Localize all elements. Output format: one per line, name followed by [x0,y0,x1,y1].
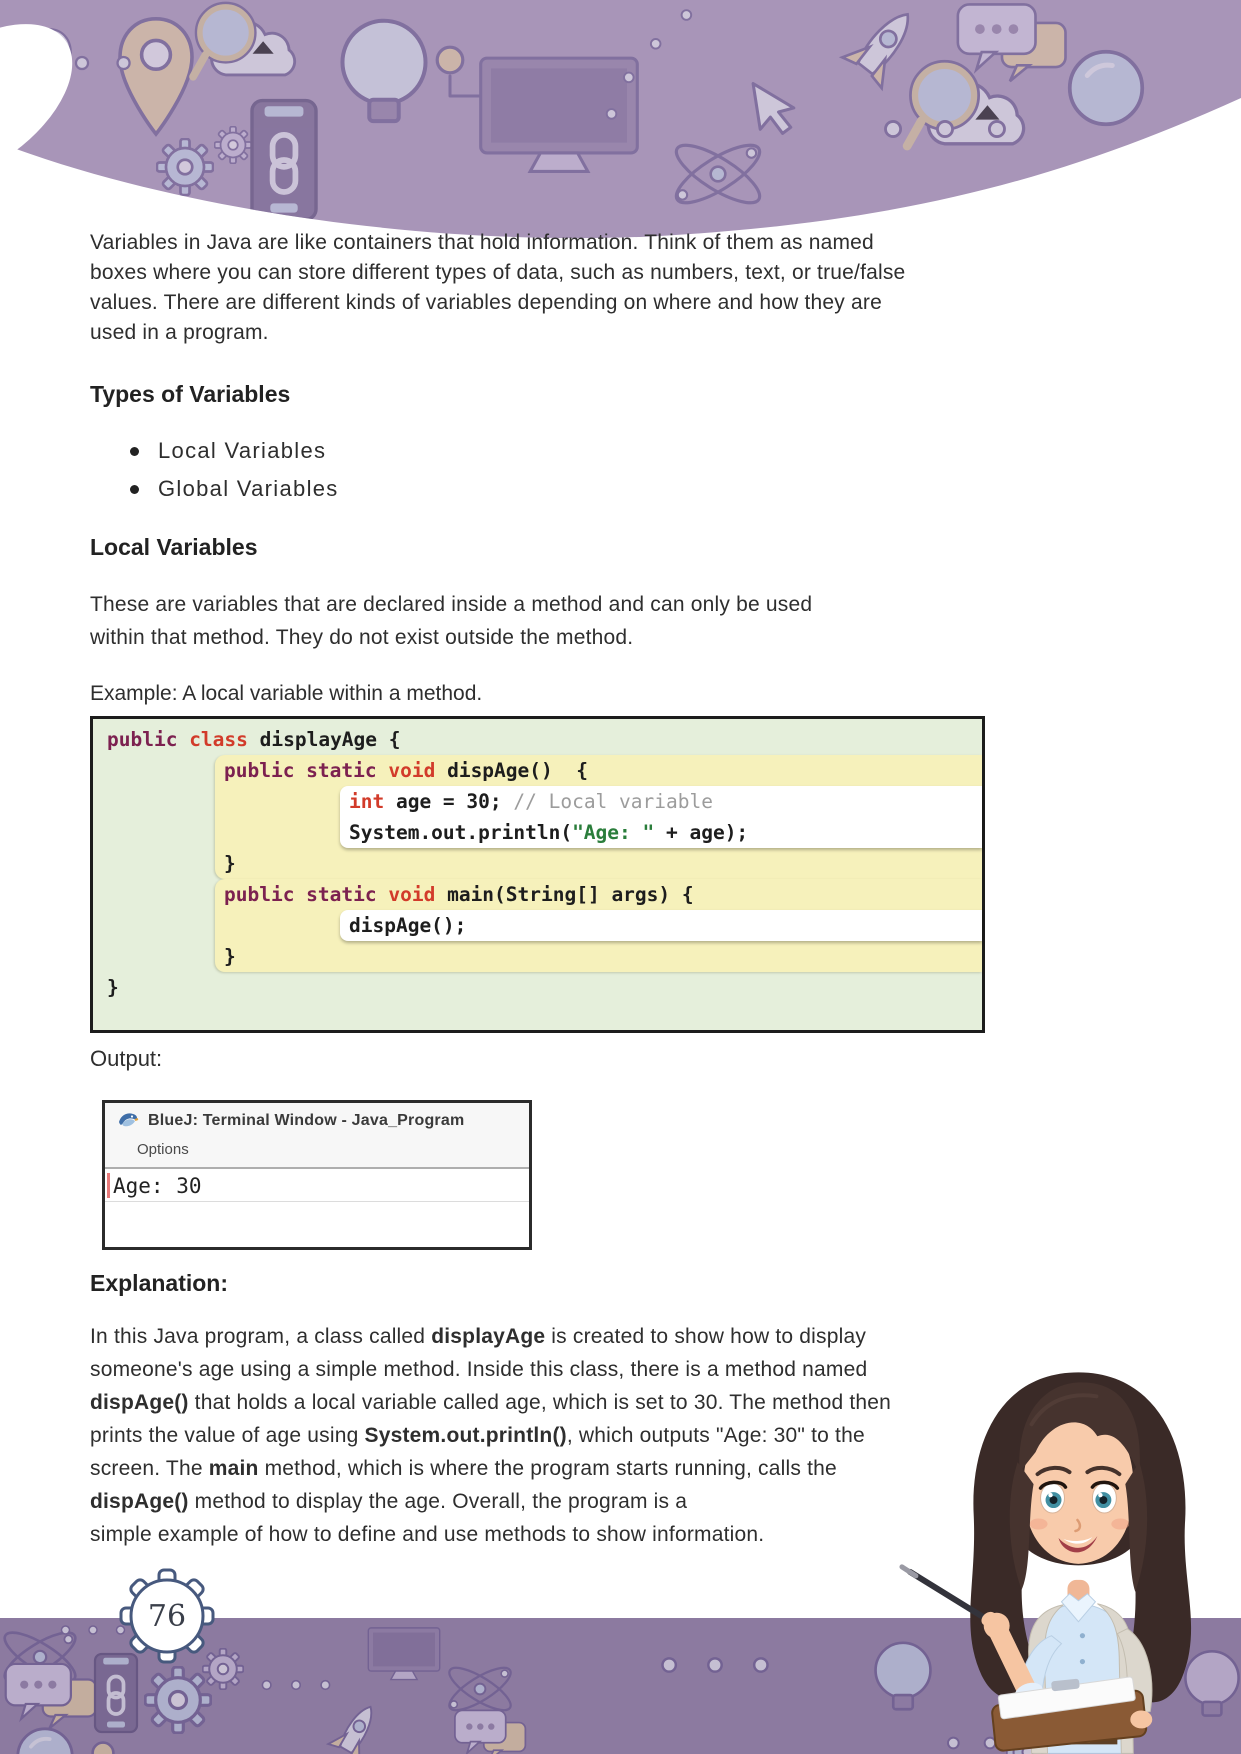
gear-icon [145,1667,211,1733]
circled-cross-icon [437,47,463,73]
node-connector-icon [865,121,1026,136]
code-line: } [107,976,119,999]
page-number: 76 [147,1599,187,1634]
code-scope [340,910,982,941]
variable-types-list [122,436,339,512]
list-item-global: Global Variables [122,474,339,504]
node-connector-icon [644,1658,786,1671]
types-heading: Types of Variables [90,381,291,407]
terminal-window [102,1100,532,1250]
code-line: public static void main(String[] args) { [224,883,694,906]
code-line: int age = 30; // Local variable [349,790,713,813]
terminal-header [105,1103,529,1169]
terminal-output: Age: 30 [105,1169,529,1202]
code-editor [90,716,985,1033]
terminal-title: BlueJ: Terminal Window - Java_Program [148,1112,465,1129]
page-number-badge [119,1568,215,1664]
code-line: public static void dispAge() { [224,759,588,782]
explanation-heading: Explanation: [90,1270,229,1296]
intro-paragraph: Variables in Java are like containers that hold information. Think of them as named boxes where you can store different types of data, such as numbers, text, or true/false values. There are different kinds of variables depending on where and how they are used in a program. [90,231,906,344]
explanation-paragraph: In this Java program, a class called displayAge is created to show how to display someone's age using a simple method. Inside this class, there is a method named dispAge() that holds a local variable called age, which is set to 30. The method then prints the value of age using System.out.println(), which outputs "Age: 30" to the screen. The main method, which is where the program starts running, calls the dispAge() method to display the age. Overall, the program is a simple example of how to define and use methods to show information. [90,1325,892,1546]
local-variables-paragraph: These are variables that are declared inside a method and can only be used within that method. They do not exist outside the method. [90,593,813,649]
code-line: } [224,852,236,875]
list-item-local: Local Variables [122,436,339,466]
example-caption: Example: A local variable within a method. [90,682,483,705]
balloon-icon [1070,52,1143,125]
smartphone-link-icon [252,101,316,220]
teacher-character-illustration [882,1284,1241,1754]
circled-cross-icon [93,1743,114,1754]
local-variables-heading: Local Variables [90,534,258,560]
code-line: public class displayAge { [107,728,401,751]
node-connector-icon [251,1681,342,1690]
code-line: dispAge(); [349,914,467,937]
gear-icon [157,139,213,195]
bluej-icon [117,1111,139,1131]
code-line: } [224,945,236,968]
options-menu-item[interactable]: Options [105,1133,529,1169]
smartphone-link-icon [95,1654,137,1732]
terminal-titlebar [105,1103,529,1133]
gear-icon [215,127,252,164]
code-scope [215,755,982,879]
code-scope [340,786,982,848]
decorative-banner [0,0,1241,260]
code-scope [215,879,982,972]
code-line: System.out.println("Age: " + age); [349,821,749,844]
output-label: Output: [90,1046,163,1071]
